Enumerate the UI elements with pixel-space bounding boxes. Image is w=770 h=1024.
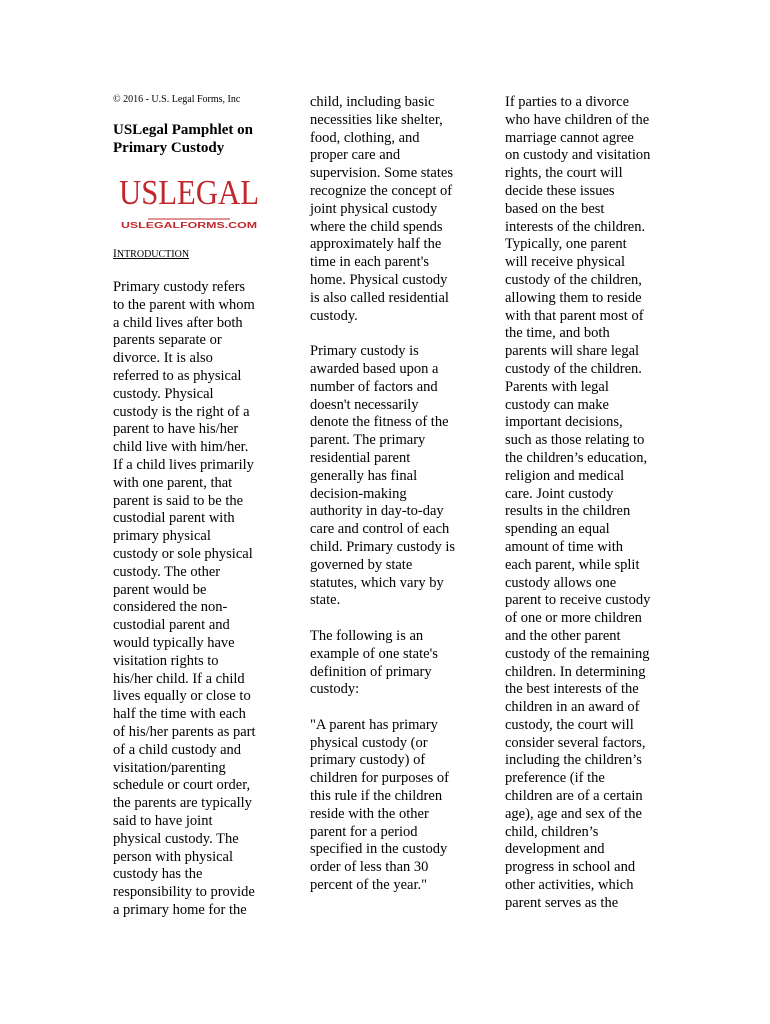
- text-line: results in the children: [505, 503, 631, 520]
- text-line: generally has final: [310, 467, 418, 484]
- text-line: percent of the year.": [310, 877, 428, 894]
- logo-main-text: USLEGAL: [119, 173, 259, 212]
- text-line: parents will share legal: [505, 343, 640, 360]
- text-line: allowing them to reside: [505, 289, 642, 306]
- text-line: considered the non-: [113, 599, 228, 616]
- text-line: child. Primary custody is: [310, 538, 455, 555]
- text-line: custody, the court will: [505, 716, 634, 733]
- text-line: food, clothing, and: [310, 129, 420, 146]
- text-line: recognize the concept of: [310, 182, 453, 199]
- text-line: specified in the custody: [310, 841, 448, 858]
- text-line: governed by state: [310, 556, 413, 573]
- text-line: child, children’s: [505, 823, 599, 840]
- text-line: home. Physical custody: [310, 271, 448, 288]
- text-line: visitation rights to: [113, 652, 219, 669]
- text-line: approximately half the: [310, 236, 442, 253]
- column-3-text: [505, 94, 650, 913]
- section-heading-introduction: [113, 248, 189, 260]
- text-line: the best interests of the: [505, 681, 639, 698]
- text-line: custodial parent and: [113, 617, 230, 634]
- text-line: with one parent, that: [113, 474, 233, 491]
- text-line: child, including basic: [310, 94, 435, 110]
- column-1-text: [113, 279, 256, 920]
- text-line: decision-making: [310, 485, 407, 502]
- text-line: joint physical custody: [310, 200, 438, 217]
- text-line: primary physical: [113, 528, 211, 545]
- text-line: parent to have his/her: [113, 421, 239, 438]
- paragraph-gap: [310, 325, 455, 343]
- column-2-text: [310, 94, 455, 895]
- text-line: is also called residential: [310, 289, 449, 306]
- text-line: Primary custody refers: [113, 279, 246, 295]
- text-line: custody:: [310, 681, 360, 698]
- text-line: primary custody) of: [310, 752, 426, 769]
- text-line: residential parent: [310, 449, 411, 466]
- text-line: half the time with each: [113, 706, 246, 723]
- text-line: parent. The primary: [310, 432, 426, 449]
- text-line: religion and medical: [505, 467, 625, 484]
- document-title: [113, 121, 253, 157]
- text-line: the children’s education,: [505, 449, 648, 466]
- text-line: of his/her parents as part: [113, 723, 256, 740]
- text-line: children in an award of: [505, 699, 640, 716]
- text-line: custody of the remaining: [505, 645, 650, 662]
- text-line: custody. The other: [113, 563, 221, 580]
- text-line: definition of primary: [310, 663, 432, 680]
- text-line: of one or more children: [505, 610, 642, 627]
- text-line: would typically have: [113, 634, 235, 651]
- text-line: other activities, which: [505, 877, 634, 894]
- text-line: who have children of the: [505, 111, 650, 128]
- text-line: children are of a certain: [505, 788, 643, 805]
- text-line: decide these issues: [505, 182, 615, 199]
- text-line: where the child spends: [310, 218, 443, 235]
- text-line: children for purposes of: [310, 770, 449, 787]
- text-line: spending an equal: [505, 521, 610, 538]
- text-line: amount of time with: [505, 538, 623, 555]
- text-line: denote the fitness of the: [310, 414, 449, 431]
- text-line: of a child custody and: [113, 741, 242, 758]
- text-line: time in each parent's: [310, 254, 429, 271]
- text-line: necessities like shelter,: [310, 111, 443, 128]
- text-line: will receive physical: [505, 254, 625, 271]
- text-line: custody of the children,: [505, 271, 642, 288]
- text-line: physical custody. The: [113, 830, 239, 847]
- text-line: a child lives after both: [113, 314, 243, 331]
- uslegal-logo: [118, 172, 260, 234]
- text-line: parent would be: [113, 581, 207, 598]
- text-line: responsibility to provide: [113, 884, 255, 901]
- text-line: authority in day-to-day: [310, 503, 444, 520]
- text-line: If a child lives primarily: [113, 456, 254, 473]
- heading-initial: I: [113, 248, 117, 260]
- text-line: children. In determining: [505, 663, 646, 680]
- text-line: doesn't necessarily: [310, 396, 419, 413]
- text-line: preference (if the: [505, 770, 605, 787]
- text-line: important decisions,: [505, 414, 623, 431]
- text-line: on custody and visitation: [505, 147, 651, 164]
- text-line: progress in school and: [505, 859, 636, 876]
- text-line: development and: [505, 841, 605, 858]
- text-line: custody or sole physical: [113, 545, 253, 562]
- text-line: the parents are typically: [113, 795, 252, 812]
- text-line: consider several factors,: [505, 734, 646, 751]
- text-line: custody of the children.: [505, 360, 642, 377]
- text-line: reside with the other: [310, 805, 429, 822]
- text-line: based on the best: [505, 200, 605, 217]
- text-line: example of one state's: [310, 645, 438, 662]
- text-line: supervision. Some states: [310, 165, 453, 182]
- text-line: awarded based upon a: [310, 360, 439, 377]
- text-line: The following is an: [310, 627, 424, 644]
- text-line: Typically, one parent: [505, 236, 627, 253]
- text-line: this rule if the children: [310, 788, 443, 805]
- text-line: said to have joint: [113, 812, 213, 829]
- text-line: such as those relating to: [505, 432, 645, 449]
- text-line: his/her child. If a child: [113, 670, 245, 687]
- text-line: statutes, which vary by: [310, 574, 444, 591]
- text-line: divorce. It is also: [113, 350, 213, 367]
- paragraph-gap: [310, 699, 455, 717]
- text-line: lives equally or close to: [113, 688, 251, 705]
- text-line: Parents with legal: [505, 378, 609, 395]
- text-line: physical custody (or: [310, 734, 428, 751]
- text-line: to the parent with whom: [113, 296, 255, 313]
- text-line: rights, the court will: [505, 165, 623, 182]
- text-line: marriage cannot agree: [505, 129, 634, 146]
- title-line: USLegal Pamphlet on: [113, 122, 254, 138]
- text-line: parents separate or: [113, 332, 222, 349]
- text-line: a primary home for the: [113, 901, 247, 918]
- text-line: Primary custody is: [310, 343, 419, 360]
- text-line: each parent, while split: [505, 556, 640, 573]
- text-line: referred to as physical: [113, 367, 242, 384]
- text-line: including the children’s: [505, 752, 642, 769]
- text-line: age), age and sex of the: [505, 805, 642, 822]
- text-line: order of less than 30: [310, 859, 429, 876]
- text-line: custody.: [310, 307, 358, 324]
- text-line: parent serves as the: [505, 894, 619, 911]
- title-line: Primary Custody: [113, 140, 225, 156]
- text-line: care and control of each: [310, 521, 450, 538]
- text-line: interests of the children.: [505, 218, 646, 235]
- text-line: number of factors and: [310, 378, 438, 395]
- text-line: custody has the: [113, 866, 203, 883]
- text-line: custody is the right of a: [113, 403, 250, 420]
- text-line: state.: [310, 592, 341, 609]
- heading-rest: NTRODUCTION: [116, 249, 190, 260]
- copyright-notice: © 2016 - U.S. Legal Forms, Inc: [113, 94, 241, 105]
- text-line: If parties to a divorce: [505, 94, 630, 110]
- text-line: proper care and: [310, 147, 401, 164]
- text-line: custody allows one: [505, 574, 617, 591]
- text-line: schedule or court order,: [113, 777, 251, 794]
- text-line: parent for a period: [310, 823, 418, 840]
- text-line: and the other parent: [505, 627, 621, 644]
- text-line: parent is said to be the: [113, 492, 244, 509]
- text-line: "A parent has primary: [310, 716, 438, 733]
- text-line: with that parent most of: [505, 307, 644, 324]
- text-line: person with physical: [113, 848, 234, 865]
- paragraph-gap: [310, 610, 455, 628]
- text-line: care. Joint custody: [505, 485, 614, 502]
- text-line: custody can make: [505, 396, 609, 413]
- text-line: parent to receive custody: [505, 592, 651, 609]
- text-line: child live with him/her.: [113, 439, 249, 456]
- text-line: the time, and both: [505, 325, 610, 342]
- text-line: custody. Physical: [113, 385, 214, 402]
- text-line: custodial parent with: [113, 510, 235, 527]
- text-line: visitation/parenting: [113, 759, 226, 776]
- logo-sub-text: USLEGALFORMS.COM: [121, 221, 258, 230]
